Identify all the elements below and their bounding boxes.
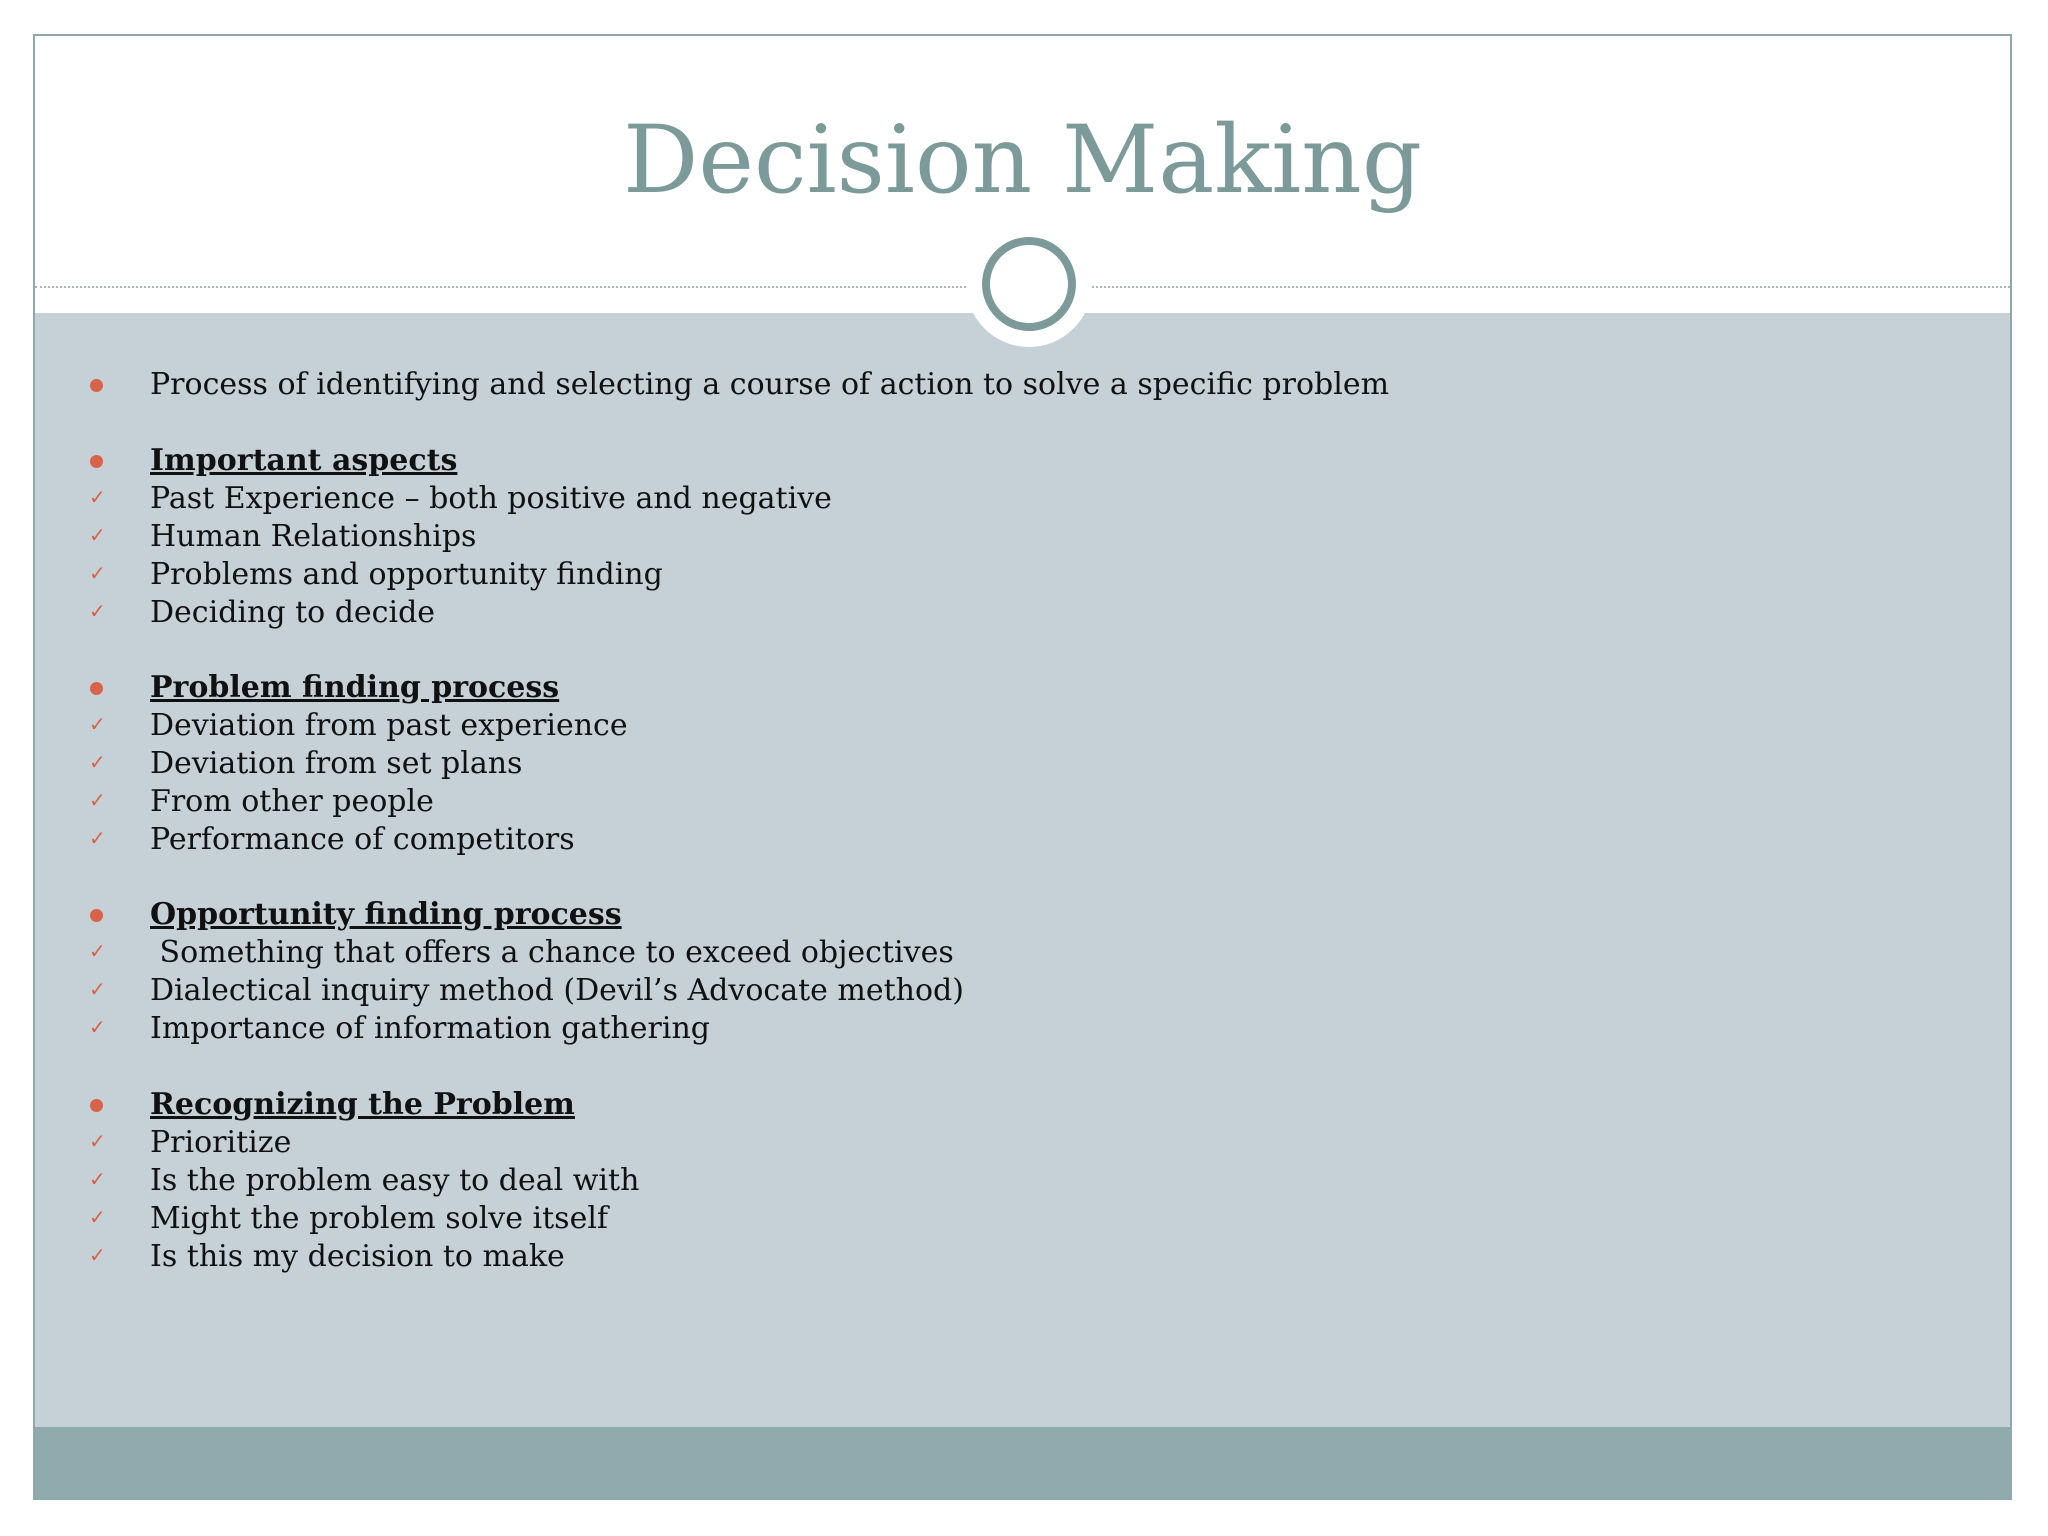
list-item	[89, 1200, 609, 1238]
slide	[33, 34, 2012, 1500]
list-item	[89, 707, 628, 745]
checkmark-icon: ✓	[89, 939, 106, 963]
circle-ornament	[966, 221, 1092, 347]
section-heading-text: Opportunity finding process	[150, 897, 622, 932]
list-item-text: Is the problem easy to deal with	[150, 1163, 640, 1198]
checkmark-icon: ✓	[89, 1015, 106, 1039]
checkmark-icon: ✓	[89, 1167, 106, 1191]
checkmark-icon: ✓	[89, 1205, 106, 1229]
checkmark-icon: ✓	[89, 485, 106, 509]
bullet-dot-icon	[90, 379, 103, 392]
list-item-text: Might the problem solve itself	[150, 1201, 609, 1236]
section-heading-problem-finding	[150, 669, 559, 707]
list-item	[89, 783, 434, 821]
bullet-dot-icon	[90, 455, 103, 468]
list-item	[89, 1162, 640, 1200]
intro-text: Process of identifying and selecting a course of action to solve a specific problem	[150, 367, 1390, 402]
checkmark-icon: ✓	[89, 523, 106, 547]
bullet-dot-icon	[90, 1099, 103, 1112]
list-item-text: Deviation from set plans	[150, 746, 523, 781]
list-item-text: Problems and opportunity finding	[150, 557, 663, 592]
list-item-text: Deciding to decide	[150, 595, 436, 630]
section-heading-opportunity-finding	[150, 896, 622, 934]
list-item	[89, 594, 436, 632]
checkmark-icon: ✓	[89, 826, 106, 850]
section-heading-recognizing-problem	[150, 1086, 575, 1124]
footer-band	[35, 1427, 2010, 1498]
list-item-text: Performance of competitors	[150, 822, 575, 857]
section-heading-text: Problem finding process	[150, 670, 560, 705]
checkmark-icon: ✓	[89, 977, 106, 1001]
slide-title: Decision Making	[622, 106, 1423, 215]
list-item	[89, 821, 575, 859]
list-item	[89, 1010, 710, 1048]
circle-ring-icon	[982, 237, 1076, 331]
list-item-text: Is this my decision to make	[150, 1239, 565, 1274]
section-heading-text: Important aspects	[150, 443, 458, 478]
list-item	[89, 972, 964, 1010]
checkmark-icon: ✓	[89, 1129, 106, 1153]
list-item	[89, 556, 663, 594]
intro-bullet	[150, 366, 1389, 404]
list-item-text: Prioritize	[150, 1125, 292, 1160]
list-item-text: Dialectical inquiry method (Devil’s Advocate method)	[150, 973, 964, 1008]
checkmark-icon: ✓	[89, 712, 106, 736]
list-item-text: Deviation from past experience	[150, 708, 628, 743]
list-item-text: Past Experience – both positive and negative	[150, 481, 832, 516]
section-heading-important-aspects	[150, 442, 457, 480]
checkmark-icon: ✓	[89, 599, 106, 623]
checkmark-icon: ✓	[89, 788, 106, 812]
list-item-text: Importance of information gathering	[150, 1011, 710, 1046]
section-heading-text: Recognizing the Problem	[150, 1087, 575, 1122]
checkmark-icon: ✓	[89, 561, 106, 585]
list-item-text: Something that offers a chance to exceed objectives	[150, 935, 954, 970]
list-item	[89, 518, 477, 556]
list-item	[89, 934, 954, 972]
list-item	[89, 480, 832, 518]
checkmark-icon: ✓	[89, 750, 106, 774]
list-item	[89, 745, 523, 783]
list-item-text: Human Relationships	[150, 519, 477, 554]
bullet-dot-icon	[90, 682, 103, 695]
checkmark-icon: ✓	[89, 1243, 106, 1267]
bullet-dot-icon	[90, 909, 103, 922]
list-item	[89, 1124, 292, 1162]
list-item-text: From other people	[150, 784, 434, 819]
list-item	[89, 1238, 565, 1276]
